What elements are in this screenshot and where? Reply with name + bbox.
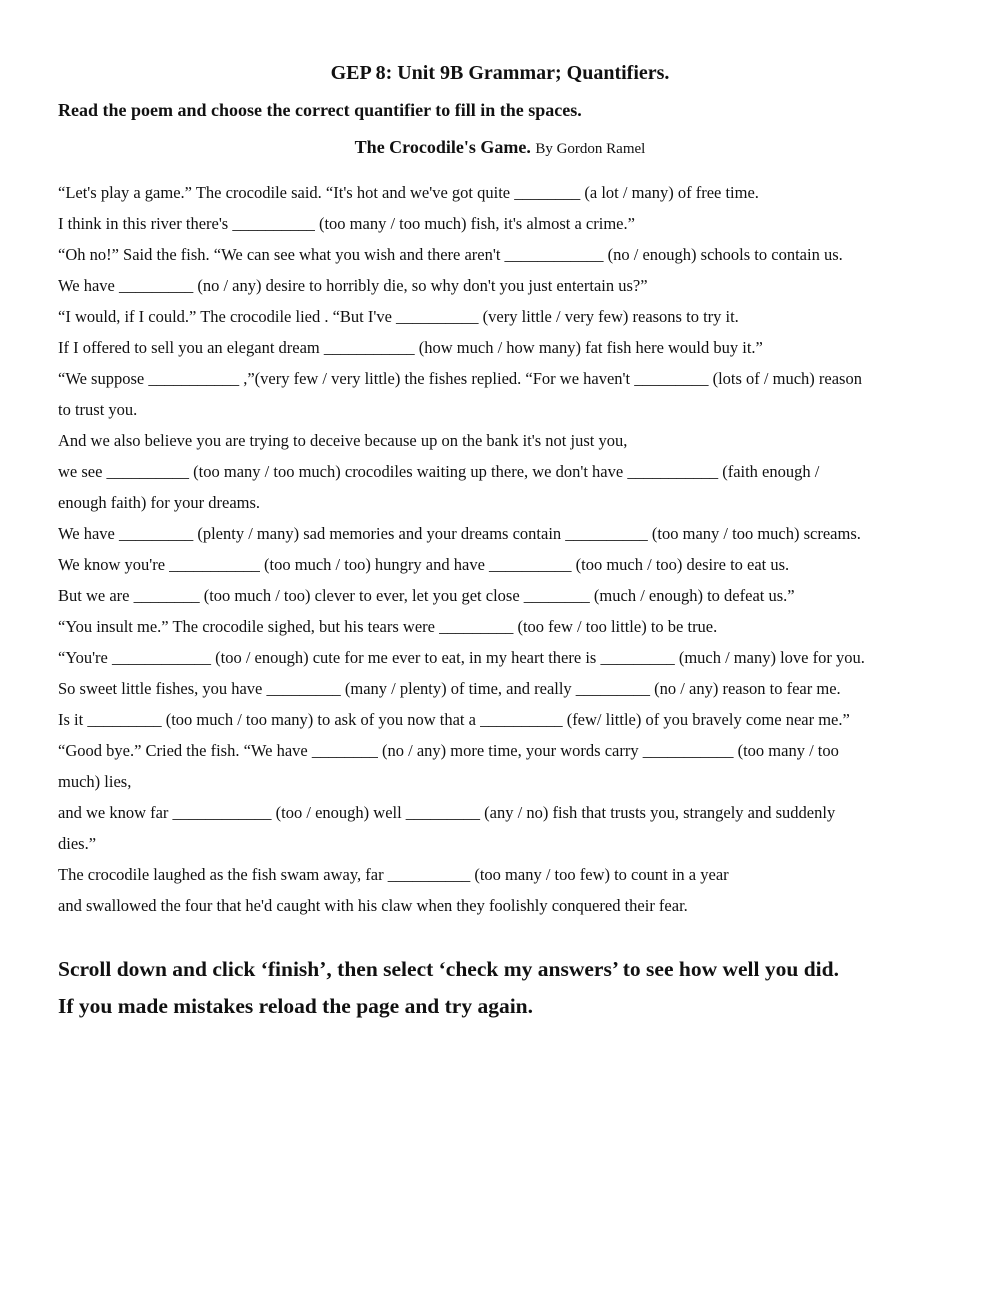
page-title: GEP 8: Unit 9B Grammar; Quantifiers. xyxy=(330,62,670,84)
poem-line: I think in this river there's __________ (too many / too much) fish, it's almost a crime.” xyxy=(58,214,635,233)
poem-author: By Gordon Ramel xyxy=(535,141,646,157)
poem-line: The crocodile laughed as the fish swam away, far __________ (too many / too few) to count in a year xyxy=(58,865,729,884)
poem-line: We know you're ___________ (too much / too) hungry and have __________ (too much / too) desire to eat us. xyxy=(58,555,790,574)
poem-line: If I offered to sell you an elegant dream ___________ (how much / how many) fat fish here would buy it.” xyxy=(58,338,763,357)
poem-line: dies.” xyxy=(58,834,97,853)
poem-line: we see __________ (too many / too much) crocodiles waiting up there, we don't have ___________ (faith enough / xyxy=(58,462,820,481)
footer-line-finish: Scroll down and click ‘finish’, then select ‘check my answers’ to see how well you did. xyxy=(58,957,839,981)
poem-title: The Crocodile's Game. xyxy=(354,137,531,157)
poem-line: “Good bye.” Cried the fish. “We have ________ (no / any) more time, your words carry ___________ (too many / too xyxy=(58,741,839,760)
poem-body xyxy=(58,177,958,921)
poem-line: much) lies, xyxy=(58,772,132,791)
poem-line: and swallowed the four that he'd caught with his claw when they foolishly conquered their fear. xyxy=(58,896,688,915)
poem-line: And we also believe you are trying to deceive because up on the bank it's not just you, xyxy=(58,431,628,450)
poem-line: “Oh no!” Said the fish. “We can see what you wish and there aren't ____________ (no / enough) schools to contain us. xyxy=(58,245,843,264)
poem-line: “You're ____________ (too / enough) cute for me ever to eat, in my heart there is _________ (much / many) love for you. xyxy=(58,648,865,667)
poem-line: “Let's play a game.” The crocodile said. “It's hot and we've got quite ________ (a lot / many) of free time. xyxy=(58,183,759,202)
poem-line: We have _________ (plenty / many) sad memories and your dreams contain __________ (too many / too much) screams. xyxy=(58,524,861,543)
poem-line: to trust you. xyxy=(58,400,138,419)
instructions: Read the poem and choose the correct quantifier to fill in the spaces. xyxy=(58,100,582,120)
poem-line: “I would, if I could.” The crocodile lied . “But I've __________ (very little / very few) reasons to try it. xyxy=(58,307,739,326)
poem-line: So sweet little fishes, you have _________ (many / plenty) of time, and really _________ (no / any) reason to fear me. xyxy=(58,679,841,698)
poem-line: We have _________ (no / any) desire to horribly die, so why don't you just entertain us?” xyxy=(58,276,648,295)
poem-line: “We suppose ___________ ,”(very few / very little) the fishes replied. “For we haven't _________ (lots of / much) reason xyxy=(58,369,862,388)
poem-line: Is it _________ (too much / too many) to ask of you now that a __________ (few/ little) of you bravely come near me.” xyxy=(58,710,850,729)
poem-line: and we know far ____________ (too / enough) well _________ (any / no) fish that trusts you, strangely and suddenly xyxy=(58,803,836,822)
poem-line: enough faith) for your dreams. xyxy=(58,493,261,512)
poem-line: But we are ________ (too much / too) clever to ever, let you get close ________ (much / enough) to defeat us.” xyxy=(58,586,795,605)
poem-heading xyxy=(0,135,1000,161)
footer-line-reload: If you made mistakes reload the page and try again. xyxy=(58,994,534,1018)
poem-line: “You insult me.” The crocodile sighed, but his tears were _________ (too few / too little) to be true. xyxy=(58,617,718,636)
footer-instructions xyxy=(58,951,978,1025)
